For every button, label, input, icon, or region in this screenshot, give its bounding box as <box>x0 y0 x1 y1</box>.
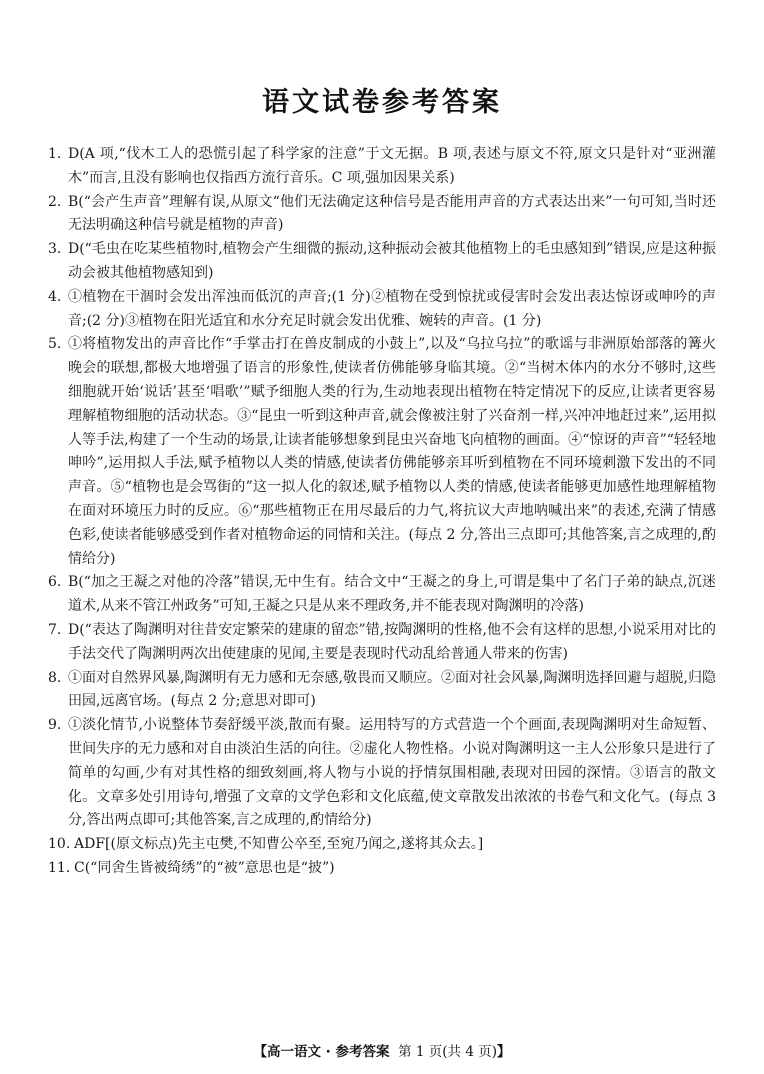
answer-number: 11. <box>48 859 71 876</box>
answer-item-11 <box>48 857 716 881</box>
answer-number: 4. <box>48 288 62 305</box>
answer-number: 6. <box>48 574 62 591</box>
answer-item-2 <box>48 191 716 239</box>
answer-text: D(A 项,“伐木工人的恐慌引起了科学家的注意”于文无据。B 项,表述与原文不符,原文只是针对“亚洲灌木”而言,且没有影响也仅指西方流行音乐。C 项,强加因果关系) <box>68 146 716 186</box>
answer-number: 3. <box>48 241 62 258</box>
footer-doc-label: 高一语文 · 参考答案 <box>266 1044 390 1060</box>
answer-item-9 <box>48 714 716 833</box>
answer-text: ADF[(原文标点)先主屯樊,不知曹公卒至,至宛乃闻之,遂将其众去。] <box>74 836 484 853</box>
answer-item-5 <box>48 333 716 571</box>
footer-bracket-right: 】 <box>497 1044 511 1060</box>
footer-page-info: 第 1 页(共 4 页) <box>398 1044 497 1060</box>
page-title: 语文试卷参考答案 <box>262 87 502 118</box>
answer-text: ①将植物发出的声音比作“手掌击打在兽皮制成的小鼓上”,以及“乌拉乌拉”的歌谣与非洲原始部落的篝火晚会的联想,都极大地增强了语言的形象性,使读者仿佛能够身临其境。②“当树木体内的水分不够时,这些细胞就开始‘说话’甚至‘唱歌’”赋予细胞人类的行为,生动地表现出植物在特定情况下的反应,让读者更容易理解植物细胞的活动状态。③“昆虫一听到这种声音,就会像被注射了兴奋剂一样,兴冲冲地赶过来”,运用拟人等手法,构建了一个生动的场景,让读者能够想象到昆虫兴奋地飞向植物的画面。④“惊讶的声音”“轻轻地呻吟”,运用拟人手法,赋予植物以人类的情感,使读者仿佛能够亲耳听到植物在不同环境刺激下发出的不同声音。⑤“植物也是会骂街的”这一拟人化的叙述,赋予植物以人类的情感,使读者能够更加感性地理解植物在面对环境压力时的反应。⑥“那些植物正在用尽最后的力气,将抗议大声地呐喊出来”的表述,充满了情感色彩,使读者能够感受到作者对植物命运的同情和关注。(每点 2 分,答出三点即可;其他答案,言之成理的,酌情给分) <box>68 336 716 567</box>
answer-text: D(“表达了陶渊明对往昔安定繁荣的建康的留恋”错,按陶渊明的性格,他不会有这样的思想,小说采用对比的手法交代了陶渊明两次出使建康的见闻,主要是表现时代动乱给普通人带来的伤害) <box>68 621 716 662</box>
answer-text: ①淡化情节,小说整体节奏舒缓平淡,散而有聚。运用特写的方式营造一个个画面,表现陶渊明对生命短暂、世间失序的无力感和对自由淡泊生活的向往。②虚化人物性格。小说对陶渊明这一主人公形象只是进行了简单的勾画,少有对其性格的细致刻画,将人物与小说的抒情氛围相融,表现对田园的深情。③语言的散文化。文章多处引用诗句,增强了文章的文学色彩和文化底蕴,使文章散发出浓浓的书卷气和文化气。(每点 3 分,答出两点即可;其他答案,言之成理的,酌情给分) <box>68 717 716 829</box>
answer-item-6 <box>48 571 716 619</box>
answer-item-8 <box>48 667 716 715</box>
answer-text: B(“加之王凝之对他的冷落”错误,无中生有。结合文中“王凝之的身上,可谓是集中了名门子弟的缺点,沉迷道术,从来不管江州政务”可知,王凝之只是从来不理政务,并不能表现对陶渊明的冷落) <box>68 574 716 615</box>
answer-text: C(“同舍生皆被绮绣”的“被”意思也是“披”) <box>74 859 335 876</box>
page-footer <box>0 1040 764 1060</box>
answer-text: D(“毛虫在吃某些植物时,植物会产生细微的振动,这种振动会被其他植物上的毛虫感知到”错误,应是这种振动会被其他植物感知到) <box>68 241 716 281</box>
answer-item-7 <box>48 619 716 667</box>
answer-item-3 <box>48 238 716 286</box>
answer-number: 8. <box>48 669 62 686</box>
answer-item-1 <box>48 143 716 191</box>
answer-text: ①植物在干涸时会发出浑浊而低沉的声音;(1 分)②植物在受到惊扰或侵害时会发出表达惊讶或呻吟的声音;(2 分)③植物在阳光适宜和水分充足时就会发出优雅、婉转的声音。(1 分) <box>68 288 716 329</box>
answer-text: B(“会产生声音”理解有误,从原文“他们无法确定这种信号是否能用声音的方式表达出来”一句可知,当时还无法明确这种信号就是植物的声音) <box>68 193 716 234</box>
answer-number: 9. <box>48 717 62 734</box>
answer-number: 10. <box>48 836 71 853</box>
answer-number: 2. <box>48 193 62 210</box>
answer-number: 7. <box>48 621 62 638</box>
answer-item-4 <box>48 286 716 334</box>
answer-list <box>48 143 716 881</box>
answer-number: 5. <box>48 336 62 353</box>
answer-text: ①面对自然界风暴,陶渊明有无力感和无奈感,敬畏而又顺应。②面对社会风暴,陶渊明选择回避与超脱,归隐田园,远离官场。(每点 2 分;意思对即可) <box>68 669 716 710</box>
answer-number: 1. <box>48 146 62 162</box>
footer-bracket-left: 【 <box>253 1044 267 1060</box>
answer-item-10 <box>48 833 716 857</box>
